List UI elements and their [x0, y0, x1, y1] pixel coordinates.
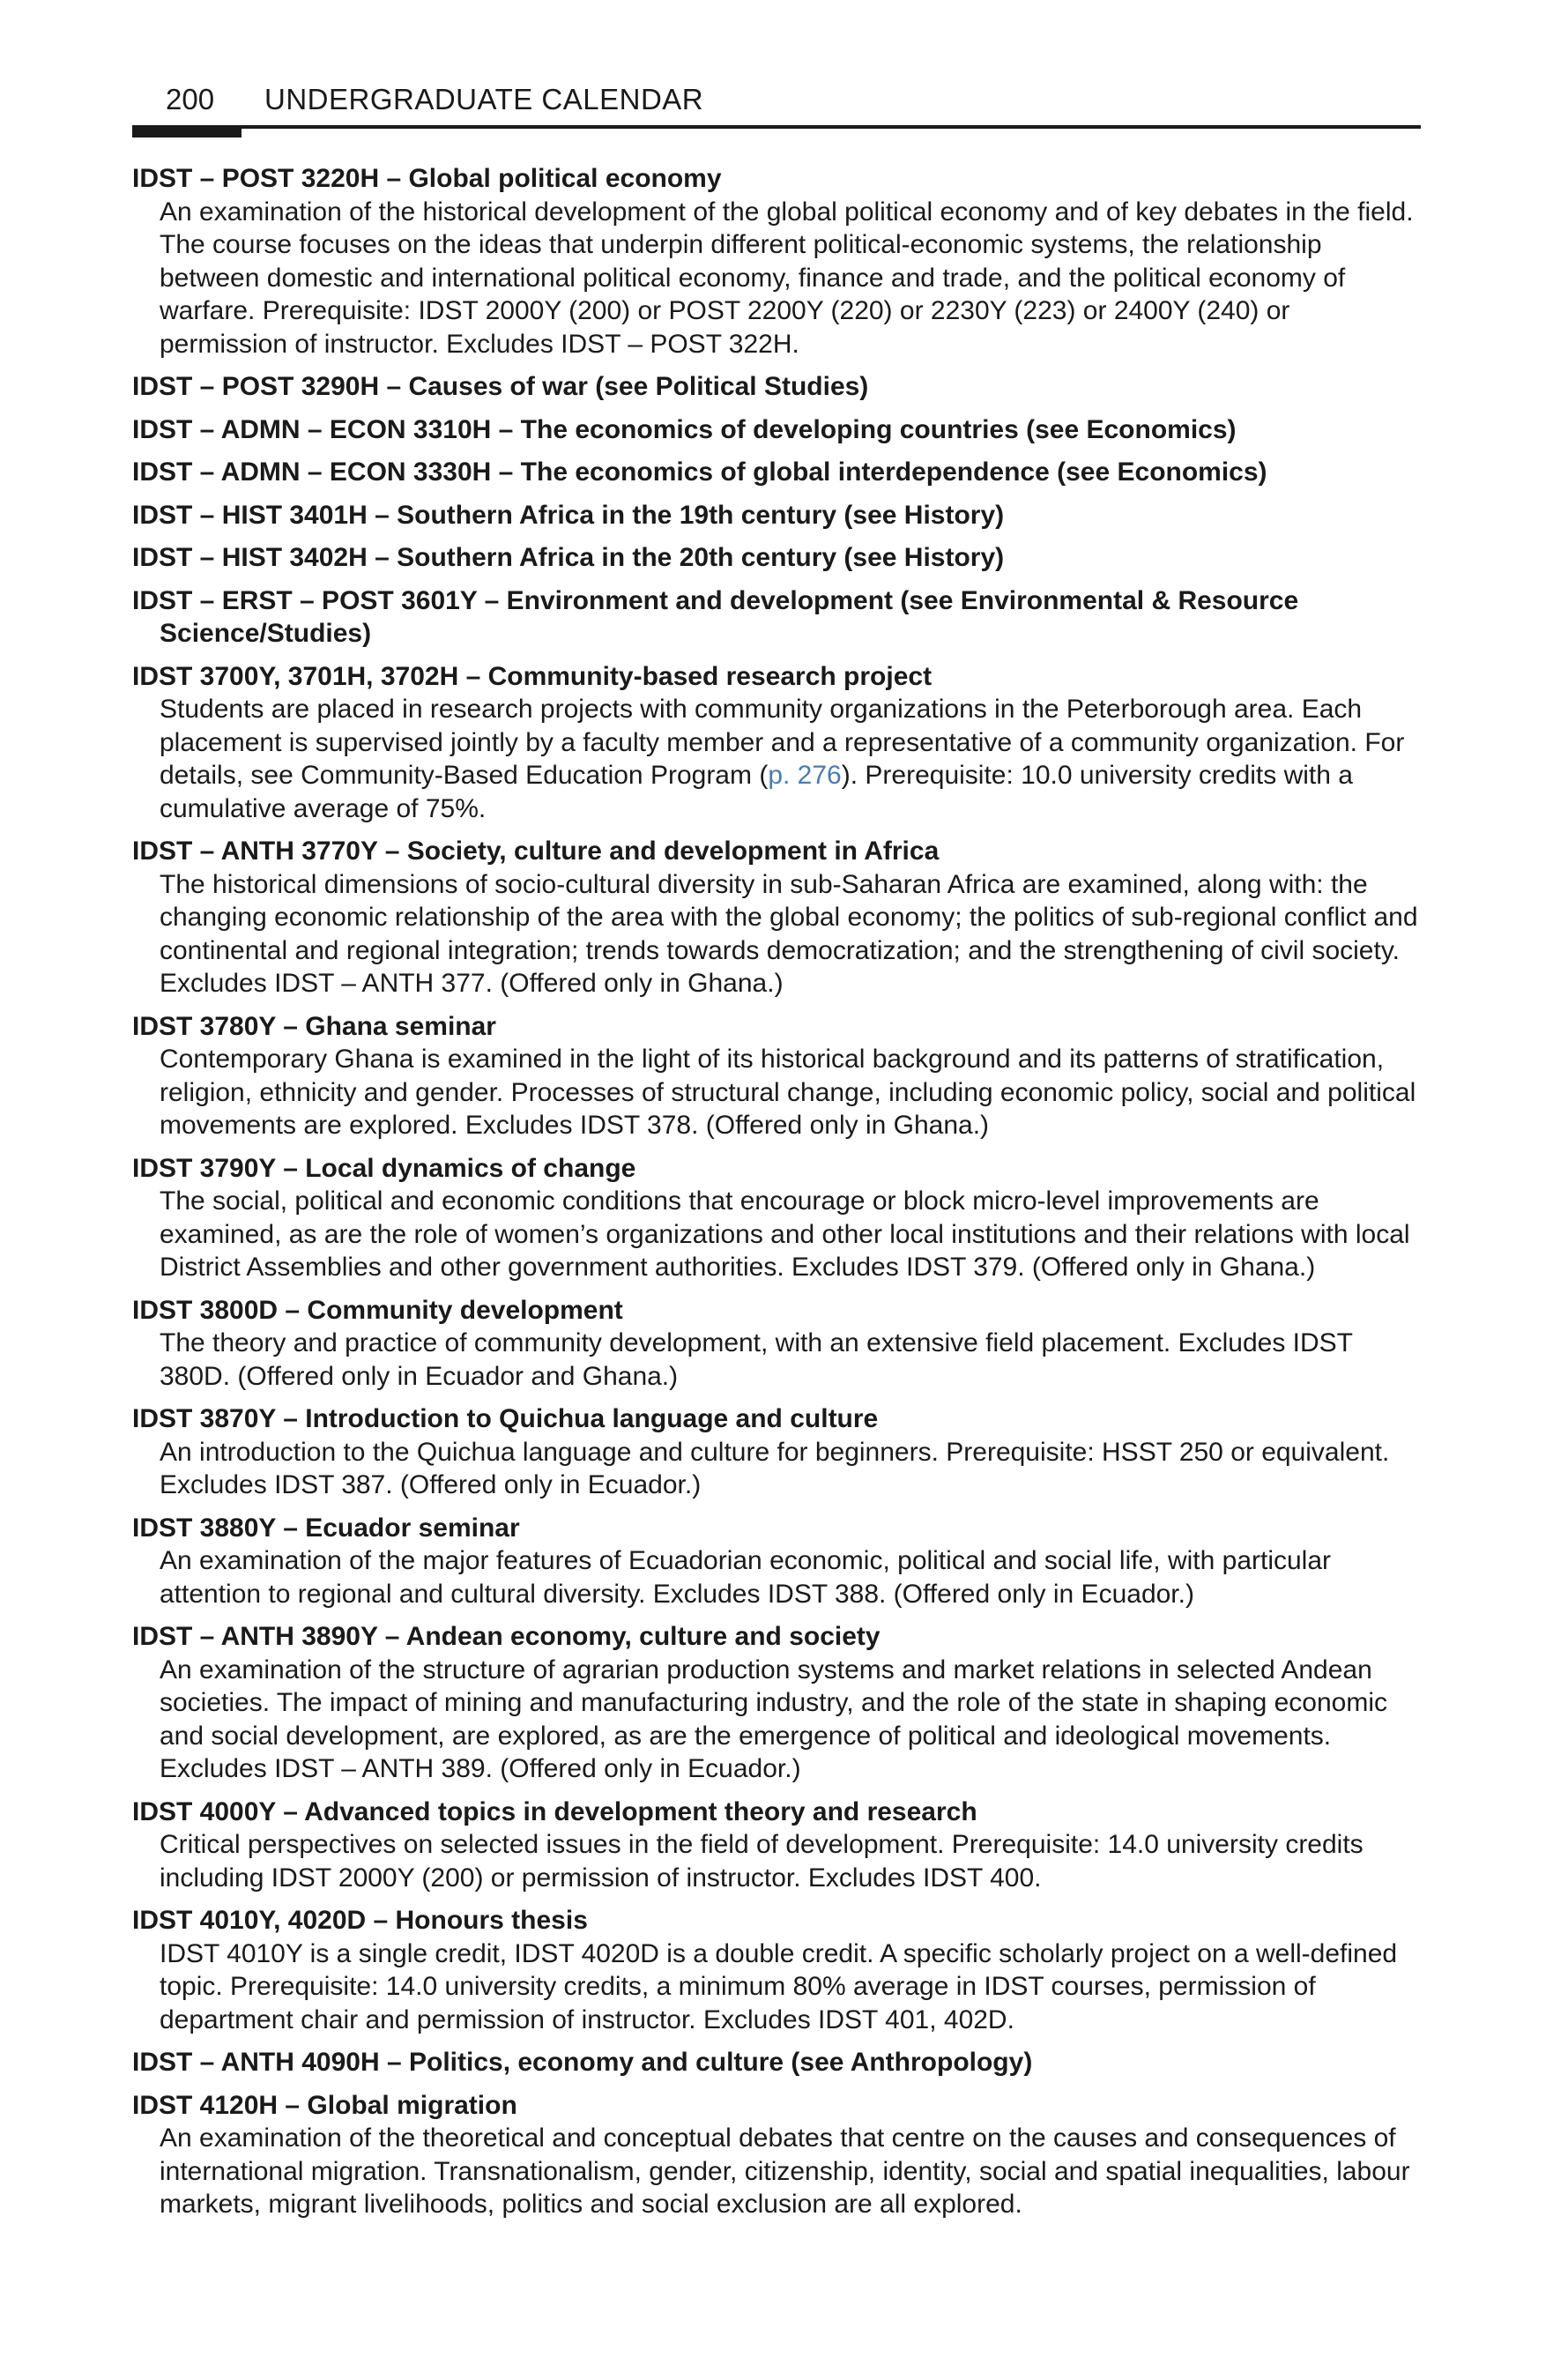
- course-entry: [132, 1010, 1421, 1142]
- course-heading: IDST 4000Y – Advanced topics in development theory and research: [132, 1796, 977, 1826]
- course-description: An examination of the theoretical and conceptual debates that centre on the causes and consequences of international migration. Transnationalism, gender, citizenship, identity, social and spatial inequalities, labour markets, migrant livelihoods, politics and social exclusion are all explored.: [160, 2123, 1410, 2219]
- course-heading: IDST – ADMN – ECON 3330H – The economics of global interdependence (see Economics): [132, 457, 1267, 487]
- course-heading: IDST 4120H – Global migration: [132, 2090, 517, 2120]
- course-entry: [132, 584, 1421, 651]
- course-description: The theory and practice of community development, with an extensive field placement. Excludes IDST 380D. (Offered only in Ecuador and Ghana.): [160, 1328, 1353, 1391]
- course-entry: [132, 1294, 1421, 1394]
- course-entry: [132, 1904, 1421, 2036]
- course-heading: IDST 3870Y – Introduction to Quichua language and culture: [132, 1404, 879, 1433]
- course-heading: IDST 3780Y – Ghana seminar: [132, 1011, 496, 1041]
- course-heading: IDST – ADMN – ECON 3310H – The economics of developing countries (see Economics): [132, 414, 1237, 444]
- course-description: [132, 693, 1421, 825]
- course-heading: IDST – POST 3290H – Causes of war (see Political Studies): [132, 372, 869, 401]
- course-entry: [132, 162, 1421, 361]
- course-description: The social, political and economic conditions that encourage or block micro-level improvements are examined, as are the role of women’s organizations and other local institutions and their relations with local District Assemblies and other government authorities. Excludes IDST 379. (Offered only in Ghana.): [160, 1186, 1410, 1282]
- course-entry: [132, 1152, 1421, 1284]
- course-entry: [132, 456, 1421, 489]
- course-description: Critical perspectives on selected issues in the field of development. Prerequisite: 14.0 university credits including IDST 2000Y (200) or permission of instructor. Excludes IDST 400.: [160, 1830, 1364, 1893]
- running-header: [132, 81, 1421, 129]
- course-heading: IDST 4010Y, 4020D – Honours thesis: [132, 1906, 588, 1935]
- course-heading: IDST 3790Y – Local dynamics of change: [132, 1153, 636, 1183]
- course-description: Contemporary Ghana is examined in the light of its historical background and its patterns of stratification, religion, ethnicity and gender. Processes of structural change, including economic policy, social and political movements are explored. Excludes IDST 378. (Offered only in Ghana.): [160, 1045, 1416, 1140]
- course-heading: [132, 584, 1421, 651]
- course-heading: IDST – POST 3220H – Global political economy: [132, 164, 722, 193]
- course-heading: IDST – ANTH 3770Y – Society, culture and development in Africa: [132, 837, 940, 866]
- course-entry: [132, 499, 1421, 532]
- description-text: ). Prerequisite: 10.0 university credits with a cumulative average of 75%.: [160, 761, 1353, 823]
- course-description: An introduction to the Quichua language and culture for beginners. Prerequisite: HSST 250 or equivalent. Excludes IDST 387. (Offered only in Ecuador.): [160, 1437, 1390, 1499]
- header-tab-bar: [132, 127, 241, 138]
- course-entry: [132, 370, 1421, 404]
- course-entry: [132, 1402, 1421, 1502]
- course-description: An examination of the major features of Ecuadorian economic, political and social life, with particular attention to regional and cultural diversity. Excludes IDST 388. (Offered only in Ecuador.): [160, 1546, 1332, 1609]
- course-heading: IDST 3800D – Community development: [132, 1295, 623, 1325]
- course-entry: [132, 835, 1421, 1000]
- course-heading: IDST – HIST 3401H – Southern Africa in the 19th century (see History): [132, 500, 1005, 530]
- course-entry: [132, 413, 1421, 447]
- course-description: An examination of the historical development of the global political economy and of key debates in the field. The course focuses on the ideas that underpin different political-economic systems, the relationship between domestic and international political economy, finance and trade, and the political economy of warfare. Prerequisite: IDST 2000Y (200) or POST 2200Y (220) or 2230Y (223) or 2400Y (240) or permission of instructor. Excludes IDST – POST 322H.: [160, 197, 1414, 359]
- page-reference-link[interactable]: p. 276: [768, 761, 842, 790]
- page-number: 200: [166, 83, 215, 115]
- course-description: IDST 4010Y is a single credit, IDST 4020D is a double credit. A specific scholarly project on a well-defined topic. Prerequisite: 14.0 university credits, a minimum 80% average in IDST courses, permission of department chair and permission of instructor. Excludes IDST 401, 402D.: [160, 1938, 1398, 2034]
- course-heading: IDST 3880Y – Ecuador seminar: [132, 1513, 520, 1543]
- course-heading: IDST – HIST 3402H – Southern Africa in the 20th century (see History): [132, 543, 1005, 572]
- course-entry: [132, 2089, 1421, 2221]
- course-entry: [132, 1512, 1421, 1611]
- course-heading: IDST – ANTH 4090H – Politics, economy and culture (see Anthropology): [132, 2048, 1033, 2077]
- course-entry: [132, 1620, 1421, 1786]
- course-heading: IDST – ANTH 3890Y – Andean economy, culture and society: [132, 1622, 881, 1651]
- description-text: Students are placed in research projects with community organizations in the Peterborough area. Each placement is supervised jointly by a faculty member and a representative of a community organization. For details, see Community-Based Education Program (: [160, 695, 1405, 790]
- course-entry: [132, 2046, 1421, 2079]
- course-heading-line: IDST – ERST – POST 3601Y – Environment and development (see Environmental & Resource: [132, 585, 1299, 615]
- course-entry: [132, 1796, 1421, 1895]
- course-description: The historical dimensions of socio-cultural diversity in sub-Saharan Africa are examined, along with: the changing economic relationship of the area with the global economy; the politics of sub-regional conflict and continental and regional integration; trends towards democratization; and the strengthening of civil society. Excludes IDST – ANTH 377. (Offered only in Ghana.): [160, 869, 1418, 998]
- course-list: [132, 162, 1421, 2221]
- course-entry: [132, 541, 1421, 575]
- calendar-page: [132, 81, 1421, 2231]
- calendar-title: UNDERGRADUATE CALENDAR: [264, 83, 704, 115]
- course-entry: [132, 660, 1421, 826]
- course-heading: IDST 3700Y, 3701H, 3702H – Community-based research project: [132, 661, 933, 691]
- course-heading-continuation: Science/Studies): [160, 619, 372, 648]
- course-description: An examination of the structure of agrarian production systems and market relations in selected Andean societies. The impact of mining and manufacturing industry, and the role of the state in shaping economic and social development, are explored, as are the emergence of political and ideological movements. Excludes IDST – ANTH 389. (Offered only in Ecuador.): [160, 1655, 1388, 1783]
